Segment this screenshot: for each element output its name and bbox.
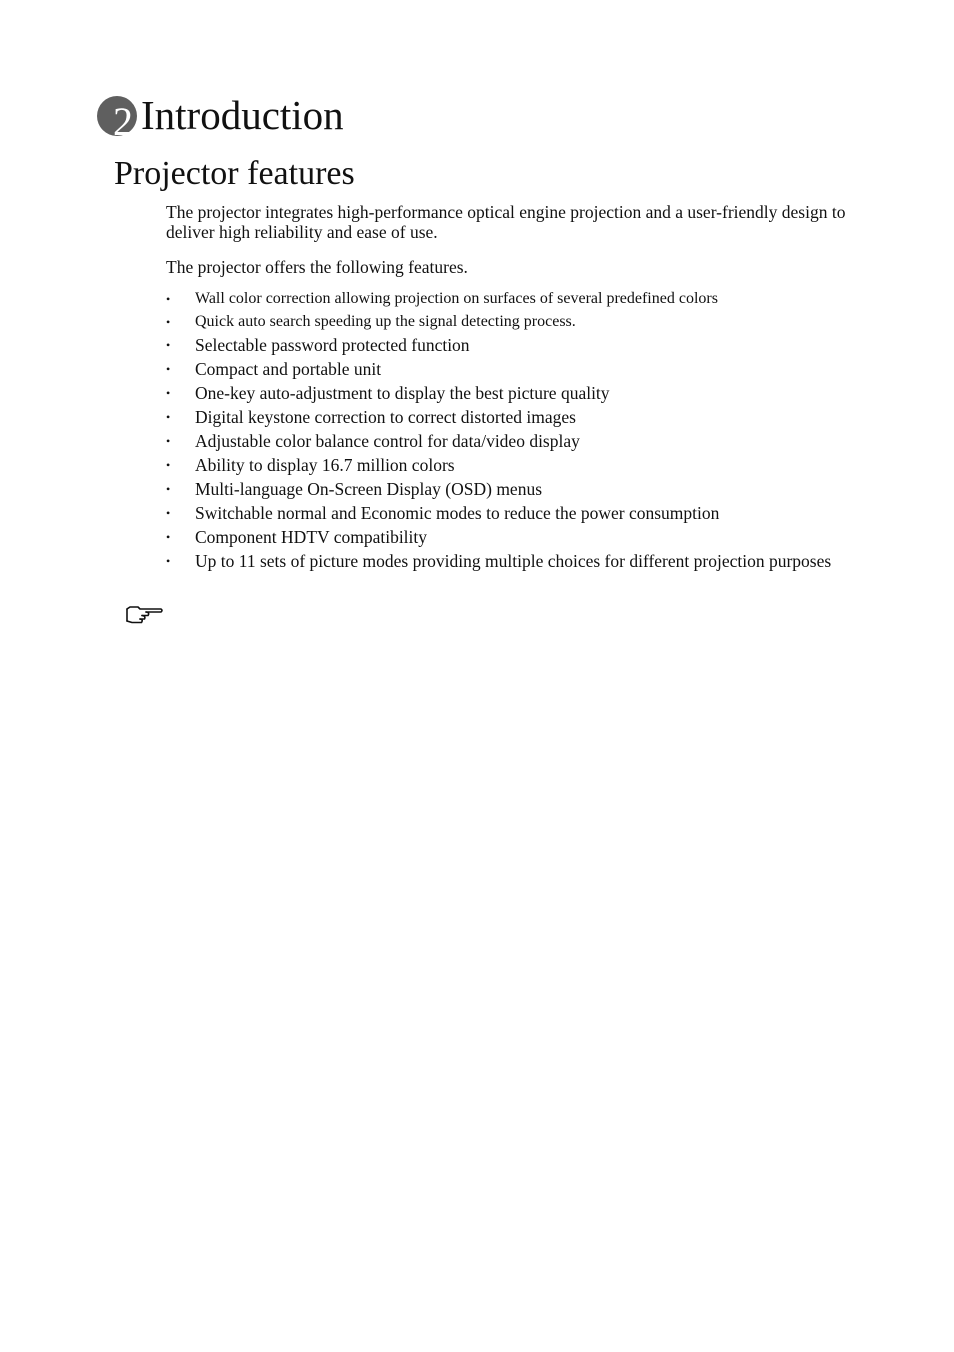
bullet-icon: • <box>166 386 171 400</box>
bullet-icon: • <box>166 482 171 496</box>
bullet-icon: • <box>166 530 171 544</box>
list-item <box>166 357 866 381</box>
list-item-text: Quick auto search speeding up the signal detecting process. <box>195 313 576 330</box>
list-item-text: Ability to display 16.7 million colors <box>195 455 455 475</box>
list-item <box>166 477 866 501</box>
list-item <box>166 453 866 477</box>
offers-paragraph: The projector offers the following features. <box>166 257 468 277</box>
list-item-text: Component HDTV compatibility <box>195 527 428 547</box>
bullet-icon: • <box>166 554 171 568</box>
list-item <box>166 333 866 357</box>
list-item-text: Up to 11 sets of picture modes providing multiple choices for different projection purposes <box>195 551 832 571</box>
list-item <box>166 310 866 333</box>
list-item <box>166 549 866 573</box>
list-item-text: Switchable normal and Economic modes to reduce the power consumption <box>195 503 720 523</box>
list-item-text: Selectable password protected function <box>195 335 470 355</box>
list-item-text: Compact and portable unit <box>195 359 382 379</box>
intro-paragraph: The projector integrates high-performance optical engine projection and a user-friendly design to deliver high reliability and ease of use. <box>166 202 846 242</box>
list-item-text: Adjustable color balance control for data/video display <box>195 431 580 451</box>
feature-list <box>166 287 866 573</box>
list-item <box>166 287 866 310</box>
bullet-icon: • <box>166 434 171 448</box>
list-item-text: Multi-language On-Screen Display (OSD) menus <box>195 479 543 499</box>
bullet-icon: • <box>166 338 171 352</box>
list-item-text: Digital keystone correction to correct distorted images <box>195 407 576 427</box>
bullet-icon: • <box>166 315 171 329</box>
bullet-icon: • <box>166 362 171 376</box>
list-item <box>166 381 866 405</box>
list-item-text: Wall color correction allowing projection on surfaces of several predefined colors <box>195 290 718 307</box>
bullet-icon: • <box>166 292 171 306</box>
list-item <box>166 429 866 453</box>
bullet-icon: • <box>166 410 171 424</box>
bullet-icon: • <box>166 506 171 520</box>
chapter-title: Introduction <box>141 92 344 138</box>
bullet-icon: • <box>166 458 171 472</box>
list-item <box>166 525 866 549</box>
list-item <box>166 405 866 429</box>
list-item <box>166 501 866 525</box>
section-title: Projector features <box>114 155 355 192</box>
list-item-text: One-key auto-adjustment to display the best picture quality <box>195 383 610 403</box>
chapter-number: 2 <box>113 99 133 144</box>
pointing-hand-icon <box>124 604 164 626</box>
